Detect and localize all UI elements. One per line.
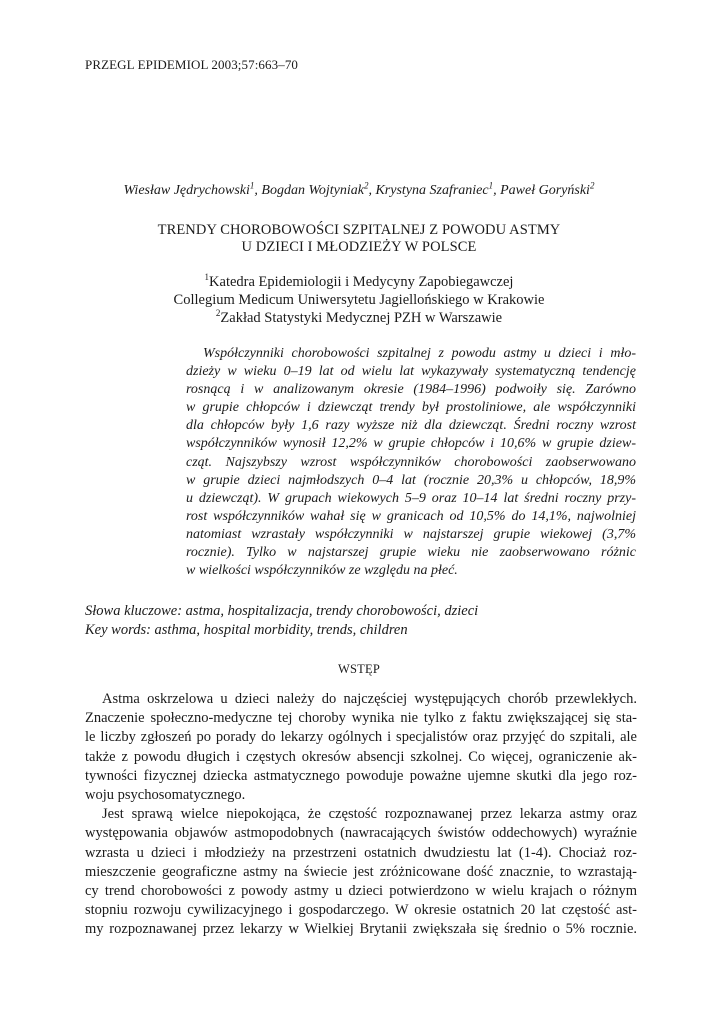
abstract-line: rosnącą i w analizowanym okresie (1984–1996) podwoiły się. Zarówno <box>186 382 636 398</box>
author-name: Paweł Goryński <box>500 183 590 198</box>
author-affiliation-mark: 2 <box>363 180 369 191</box>
affiliation-line <box>85 309 633 327</box>
keywords-polish: Słowa kluczowe: astma, hospitalizacja, trendy chorobowości, dzieci <box>85 603 479 619</box>
author-name: Krystyna Szafraniec <box>375 183 489 198</box>
body-line: wzrasta u dzieci i młodzieży na przestrzeni ostatnich dwudziestu lat (1-4). Chociaż roz- <box>85 844 637 861</box>
author-affiliation-mark: 2 <box>589 180 595 191</box>
affiliation-mark: 2 <box>215 308 221 319</box>
abstract-line: dla chłopców były 1,6 razy wyższe niż dla dziewcząt. Średni roczny wzrost <box>186 418 636 434</box>
body-line: mieszczenie geograficzne astmy na świecie jest zróżnicowane dość znacznie, to wzrastają- <box>85 863 637 880</box>
body-line: tywności fizycznej dziecka astmatycznego powoduje poważne ujemne skutki dla jego roz- <box>85 767 637 784</box>
keywords-english: Key words: asthma, hospital morbidity, trends, children <box>85 622 408 638</box>
affiliations <box>85 273 633 327</box>
abstract <box>186 345 636 580</box>
author-separator: , <box>368 183 376 198</box>
body-line: le liczby zgłoszeń po porady do lekarzy ogólnych i specjalistów oraz przyjęć do szpitali, ale <box>85 729 637 746</box>
body-line: Astma oskrzelowa u dzieci należy do najczęściej występujących chorób przewlekłych. <box>102 691 637 707</box>
author-list <box>85 180 633 199</box>
body-line: także z powodu długich i częstych okresów absencji szkolnej. Co więcej, ograniczenie ak- <box>85 748 637 765</box>
author-name: Wiesław Jędrychowski <box>123 183 250 198</box>
affiliation-text: Zakład Statystyki Medycznej PZH w Warszawie <box>220 310 503 326</box>
abstract-line: współczynników wynosił 12,2% w grupie chłopców i 10,6% w grupie dziew- <box>186 436 636 452</box>
author-name: Bogdan Wojtyniak <box>261 183 364 198</box>
abstract-line: natomiast wzrastały współczynniki w najstarszej grupie wiekowej (3,7% <box>186 526 636 542</box>
author-separator: , <box>254 183 262 198</box>
affiliation-mark: 1 <box>204 272 210 283</box>
journal-reference: PRZEGL EPIDEMIOL 2003;57:663–70 <box>85 57 299 72</box>
keywords-block <box>85 602 633 640</box>
affiliation-text: Katedra Epidemiologii i Medycyny Zapobiegawczej <box>209 274 514 290</box>
body-line: stopniu rozwoju cywilizacyjnego i gospodarczego. W okresie ostatnich 20 lat częstość ast- <box>85 902 637 919</box>
body-line: my rozpoznawanej przez lekarzy w Wielkiej Brytanii zwiększała się średnio o 5% rocznie. <box>85 921 637 938</box>
paper-title <box>85 222 633 256</box>
body-text <box>85 690 637 940</box>
abstract-line: w grupie dzieci najmłodszych 0–4 lat (rocznie 20,3% u chłopców, 18,9% <box>186 472 636 488</box>
abstract-line: u dziewcząt). W grupach wiekowych 5–9 oraz 10–14 lat średni roczny przy- <box>186 490 636 506</box>
body-line: cy trend chorobowości z powody astmy u dzieci potwierdzono w wielu krajach o różnym <box>85 883 637 900</box>
body-line: Znaczenie społeczno-medyczne tej choroby wynika nie tylko z faktu zwiększającej się sta- <box>85 710 637 727</box>
title-line: TRENDY CHOROBOWOŚCI SZPITALNEJ Z POWODU ASTMY <box>157 222 561 238</box>
abstract-line: cząt. Najszybszy wzrost współczynników chorobowości zaobserwowano <box>186 454 636 470</box>
affiliation-text: Collegium Medicum Uniwersytetu Jagiellońskiego w Krakowie <box>173 292 545 308</box>
abstract-line: rocznie). Tylko w najstarszej grupie wieku nie zaobserwowano różnic <box>186 545 636 561</box>
author-affiliation-mark: 1 <box>488 180 494 191</box>
section-heading: WSTĘP <box>338 662 380 676</box>
abstract-line: rost współczynników wahał się w granicach od 10,5% do 14,1%, najwolniej <box>186 508 636 524</box>
body-line: woju psychosomatycznego. <box>85 787 246 804</box>
author-affiliation-mark: 1 <box>249 180 255 191</box>
abstract-line: w grupie chłopców i dziewcząt trendy był prostoliniowe, ale współczynniki <box>186 400 636 416</box>
abstract-line: w wielkości współczynników ze względu na płeć. <box>186 563 458 579</box>
author-separator: , <box>493 183 501 198</box>
title-line: U DZIECI I MŁODZIEŻY W POLSCE <box>241 239 477 255</box>
body-line: występowania objawów astmopodobnych (nawracających świstów oddechowych) wyraźnie <box>85 825 637 842</box>
body-line: Jest sprawą wielce niepokojąca, że częstość rozpoznawanej przez lekarza astmy oraz <box>102 806 637 823</box>
affiliation-line <box>85 273 633 291</box>
affiliation-line <box>85 291 633 309</box>
abstract-line: dzieży w wieku 0–19 lat od wielu lat wykazywały systematyczną tendencję <box>186 364 636 380</box>
abstract-line: Współczynniki chorobowości szpitalnej z powodu astmy u dzieci i mło- <box>203 346 636 361</box>
